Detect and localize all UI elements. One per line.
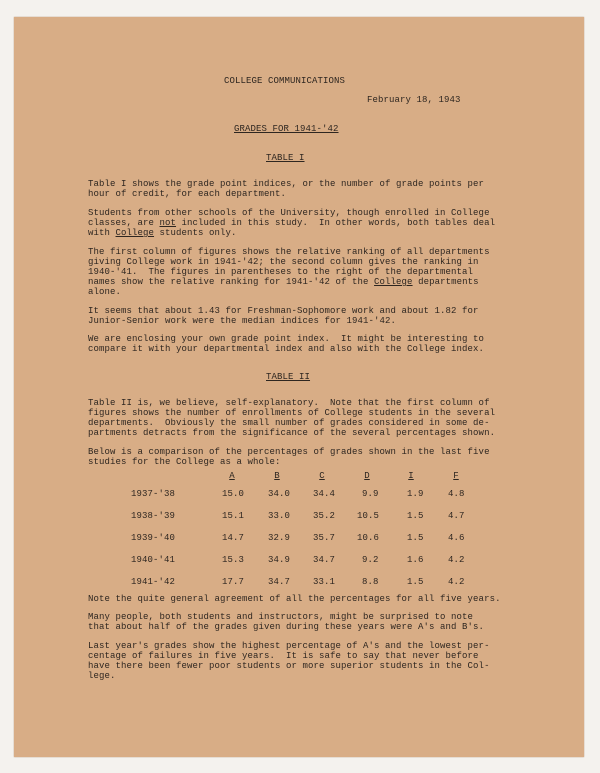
paragraph-line: classes, are not included in this study. In other words, both tables deal — [88, 218, 496, 228]
value-cell: 1.5 — [407, 577, 424, 587]
paragraph-line: Table II is, we believe, self-explanatory. Note that the first column of — [88, 398, 490, 408]
paragraph-line: Junior-Senior work were the median indices for 1941-'42. — [88, 316, 397, 326]
paragraph-line: alone. — [88, 287, 122, 297]
value-cell: 32.9 — [268, 533, 291, 543]
paragraph-line: partments detracts from the significance of the several percentages shown. — [88, 428, 496, 438]
table-two-heading: TABLE II — [266, 372, 311, 382]
value-cell: 35.2 — [313, 511, 336, 521]
year-cell: 1939-'40 — [131, 533, 176, 543]
value-cell: 34.9 — [268, 555, 291, 565]
column-header: A — [229, 471, 235, 481]
column-header: C — [319, 471, 325, 481]
paragraph-line: that about half of the grades given during these years were A's and B's. — [88, 622, 485, 632]
paragraph-line: Last year's grades show the highest percentage of A's and the lowest per- — [88, 641, 490, 651]
value-cell: 34.4 — [313, 489, 336, 499]
value-cell: 4.6 — [448, 533, 465, 543]
paragraph-line: We are enclosing your own grade point index. It might be interesting to — [88, 334, 485, 344]
value-cell: 33.1 — [313, 577, 336, 587]
paragraph-line: with College students only. — [88, 228, 237, 238]
value-cell: 4.7 — [448, 511, 465, 521]
paragraph-line: It seems that about 1.43 for Freshman-Sophomore work and about 1.82 for — [88, 306, 479, 316]
paragraph-line: departments. Obviously the small number of grades considered in some de- — [88, 418, 490, 428]
year-cell: 1937-'38 — [131, 489, 176, 499]
paragraph-line: lege. — [88, 671, 116, 681]
value-cell: 17.7 — [222, 577, 245, 587]
paragraph-line: figures shows the number of enrollments of College students in the several — [88, 408, 496, 418]
table-one-heading: TABLE I — [266, 153, 305, 163]
value-cell: 4.2 — [448, 555, 465, 565]
value-cell: 1.5 — [407, 533, 424, 543]
value-cell: 4.8 — [448, 489, 465, 499]
document-page — [14, 17, 584, 757]
paragraph-line: Many people, both students and instructors, might be surprised to note — [88, 612, 474, 622]
value-cell: 1.6 — [407, 555, 424, 565]
paragraph-line: compare it with your departmental index and also with the College index. — [88, 344, 485, 354]
paragraph-line: Note the quite general agreement of all the percentages for all five years. — [88, 594, 501, 604]
paragraph-line: names show the relative ranking for 1941-'42 of the College departments — [88, 277, 479, 287]
year-cell: 1938-'39 — [131, 511, 176, 521]
emphasis-not: not — [159, 218, 177, 228]
column-header: I — [408, 471, 414, 481]
subject-heading: GRADES FOR 1941-'42 — [234, 124, 339, 134]
value-cell: 15.1 — [222, 511, 245, 521]
value-cell: 35.7 — [313, 533, 336, 543]
paragraph-line: hour of credit, for each department. — [88, 189, 287, 199]
paragraph-line: giving College work in 1941-'42; the second column gives the ranking in — [88, 257, 479, 267]
value-cell: 1.9 — [407, 489, 424, 499]
value-cell: 34.7 — [313, 555, 336, 565]
column-header: F — [453, 471, 459, 481]
value-cell: 33.0 — [268, 511, 291, 521]
emphasis-college: College — [115, 228, 155, 238]
value-cell: 15.0 — [222, 489, 245, 499]
paragraph-line: Below is a comparison of the percentages of grades shown in the last five — [88, 447, 490, 457]
paragraph-line: Table I shows the grade point indices, or the number of grade points per — [88, 179, 485, 189]
emphasis-college: College — [374, 277, 413, 287]
value-cell: 10.5 — [357, 511, 380, 521]
value-cell: 1.5 — [407, 511, 424, 521]
paragraph-line: The first column of figures shows the relative ranking of all departments — [88, 247, 490, 257]
column-header: D — [364, 471, 370, 481]
paragraph-line: centage of failures in five years. It is safe to say that never before — [88, 651, 479, 661]
letterhead-title: COLLEGE COMMUNICATIONS — [224, 76, 346, 86]
value-cell: 9.9 — [362, 489, 379, 499]
value-cell: 15.3 — [222, 555, 245, 565]
paragraph-line: Students from other schools of the University, though enrolled in College — [88, 208, 490, 218]
value-cell: 9.2 — [362, 555, 379, 565]
value-cell: 34.0 — [268, 489, 291, 499]
value-cell: 34.7 — [268, 577, 291, 587]
value-cell: 4.2 — [448, 577, 465, 587]
paragraph-line: studies for the College as a whole: — [88, 457, 281, 467]
column-header: B — [274, 471, 280, 481]
date-line: February 18, 1943 — [367, 95, 461, 105]
value-cell: 10.6 — [357, 533, 380, 543]
value-cell: 14.7 — [222, 533, 245, 543]
paragraph-line: have there been fewer poor students or more superior students in the Col- — [88, 661, 490, 671]
year-cell: 1941-'42 — [131, 577, 176, 587]
year-cell: 1940-'41 — [131, 555, 176, 565]
value-cell: 8.8 — [362, 577, 379, 587]
paragraph-line: 1940-'41. The figures in parentheses to the right of the departmental — [88, 267, 474, 277]
